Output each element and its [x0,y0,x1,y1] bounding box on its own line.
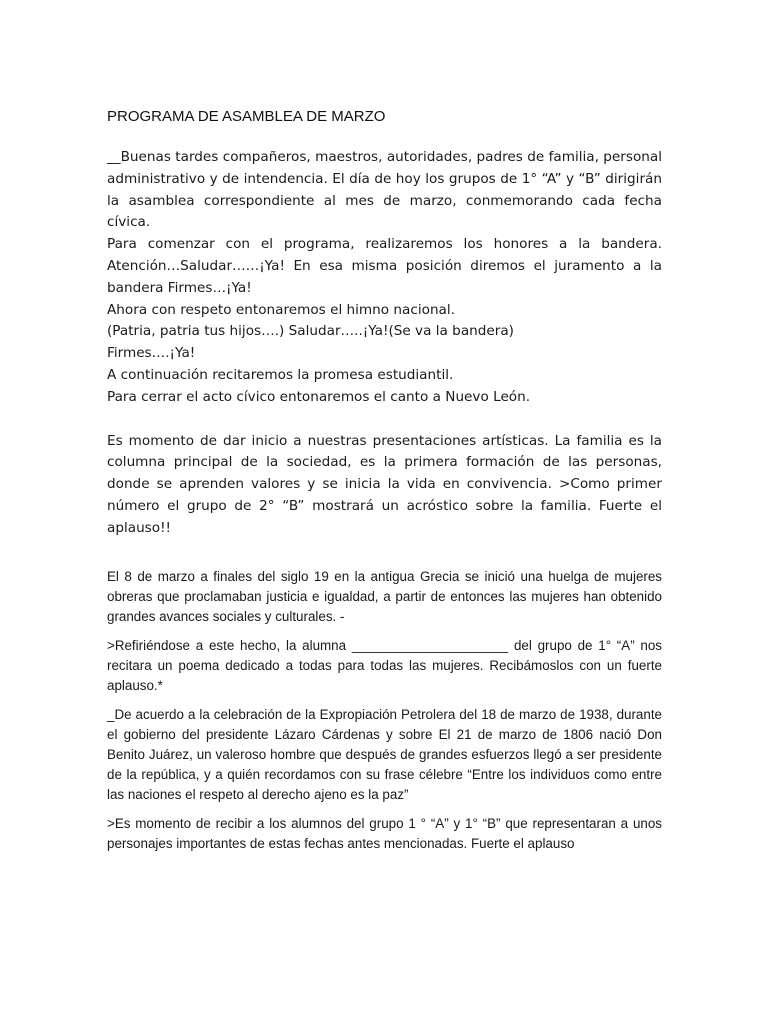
promise-line: A continuación recitaremos la promesa estudiantil. [107,366,454,383]
flag-honors-paragraph: Para comenzar con el programa, realizaremos los honores a la bandera. Atención…Saludar……¡Ya! En esa misma posición diremos el juramento a la bandera Firmes…¡Ya! [107,236,662,296]
body-section [107,567,662,863]
anthem-line: Ahora con respeto entonaremos el himno nacional. [107,301,455,318]
closing-civic-line: Para cerrar el acto cívico entonaremos el canto a Nuevo León. [107,388,531,405]
womens-day-paragraph: El 8 de marzo a finales del siglo 19 en la antigua Grecia se inició una huelga de mujeres obreras que proclamaban justicia e igualdad, a partir de entonces las mujeres han obtenido grandes avances sociales y culturales. - [107,569,662,624]
script-section [107,147,662,540]
greeting-paragraph: __Buenas tardes compañeros, maestros, autoridades, padres de familia, personal administrativo y de intendencia. El día de hoy los grupos de 1° “A” y “B” dirigirán la asamblea correspondiente al mes de marzo, conmemorando cada fecha cívica. [107,149,662,231]
artistic-intro-paragraph: Es momento de dar inicio a nuestras presentaciones artísticas. La familia es la columna principal de la sociedad, es la primera formación de las personas, donde se aprenden valores y se inicia la vida en convivencia. >Como primer número el grupo de 2° “B” mostrará un acróstico sobre la familia. Fuerte el aplauso!! [107,432,662,536]
poem-announcement-paragraph: >Refiriéndose a este hecho, la alumna _____________________ del grupo de 1° “A” nos recitara un poema dedicado a todas para todas las mujeres. Recibámoslos con un fuerte aplauso.* [107,638,662,693]
firmes-line: Firmes….¡Ya! [107,345,196,362]
students-performance-paragraph: >Es momento de recibir a los alumnos del grupo 1 ° “A” y 1° “B” que representaran a unos personajes importantes de estas fechas antes mencionadas. Fuerte el aplauso [107,816,662,851]
historical-dates-paragraph: _De acuerdo a la celebración de la Expropiación Petrolera del 18 de marzo de 1938, durante el gobierno del presidente Lázaro Cárdenas y sobre El 21 de marzo de 1806 nació Don Benito Juárez, un valeroso hombre que después de grandes esfuerzos llegó a ser presidente de la república, y a quién recordamos con su frase célebre “Entre los individuos como entre las naciones el respeto al derecho ajeno es la paz” [107,707,662,802]
salute-line: (Patria, patria tus hijos….) Saludar…..¡Ya!(Se va la bandera) [107,323,514,340]
document-title: PROGRAMA DE ASAMBLEA DE MARZO [107,108,386,125]
